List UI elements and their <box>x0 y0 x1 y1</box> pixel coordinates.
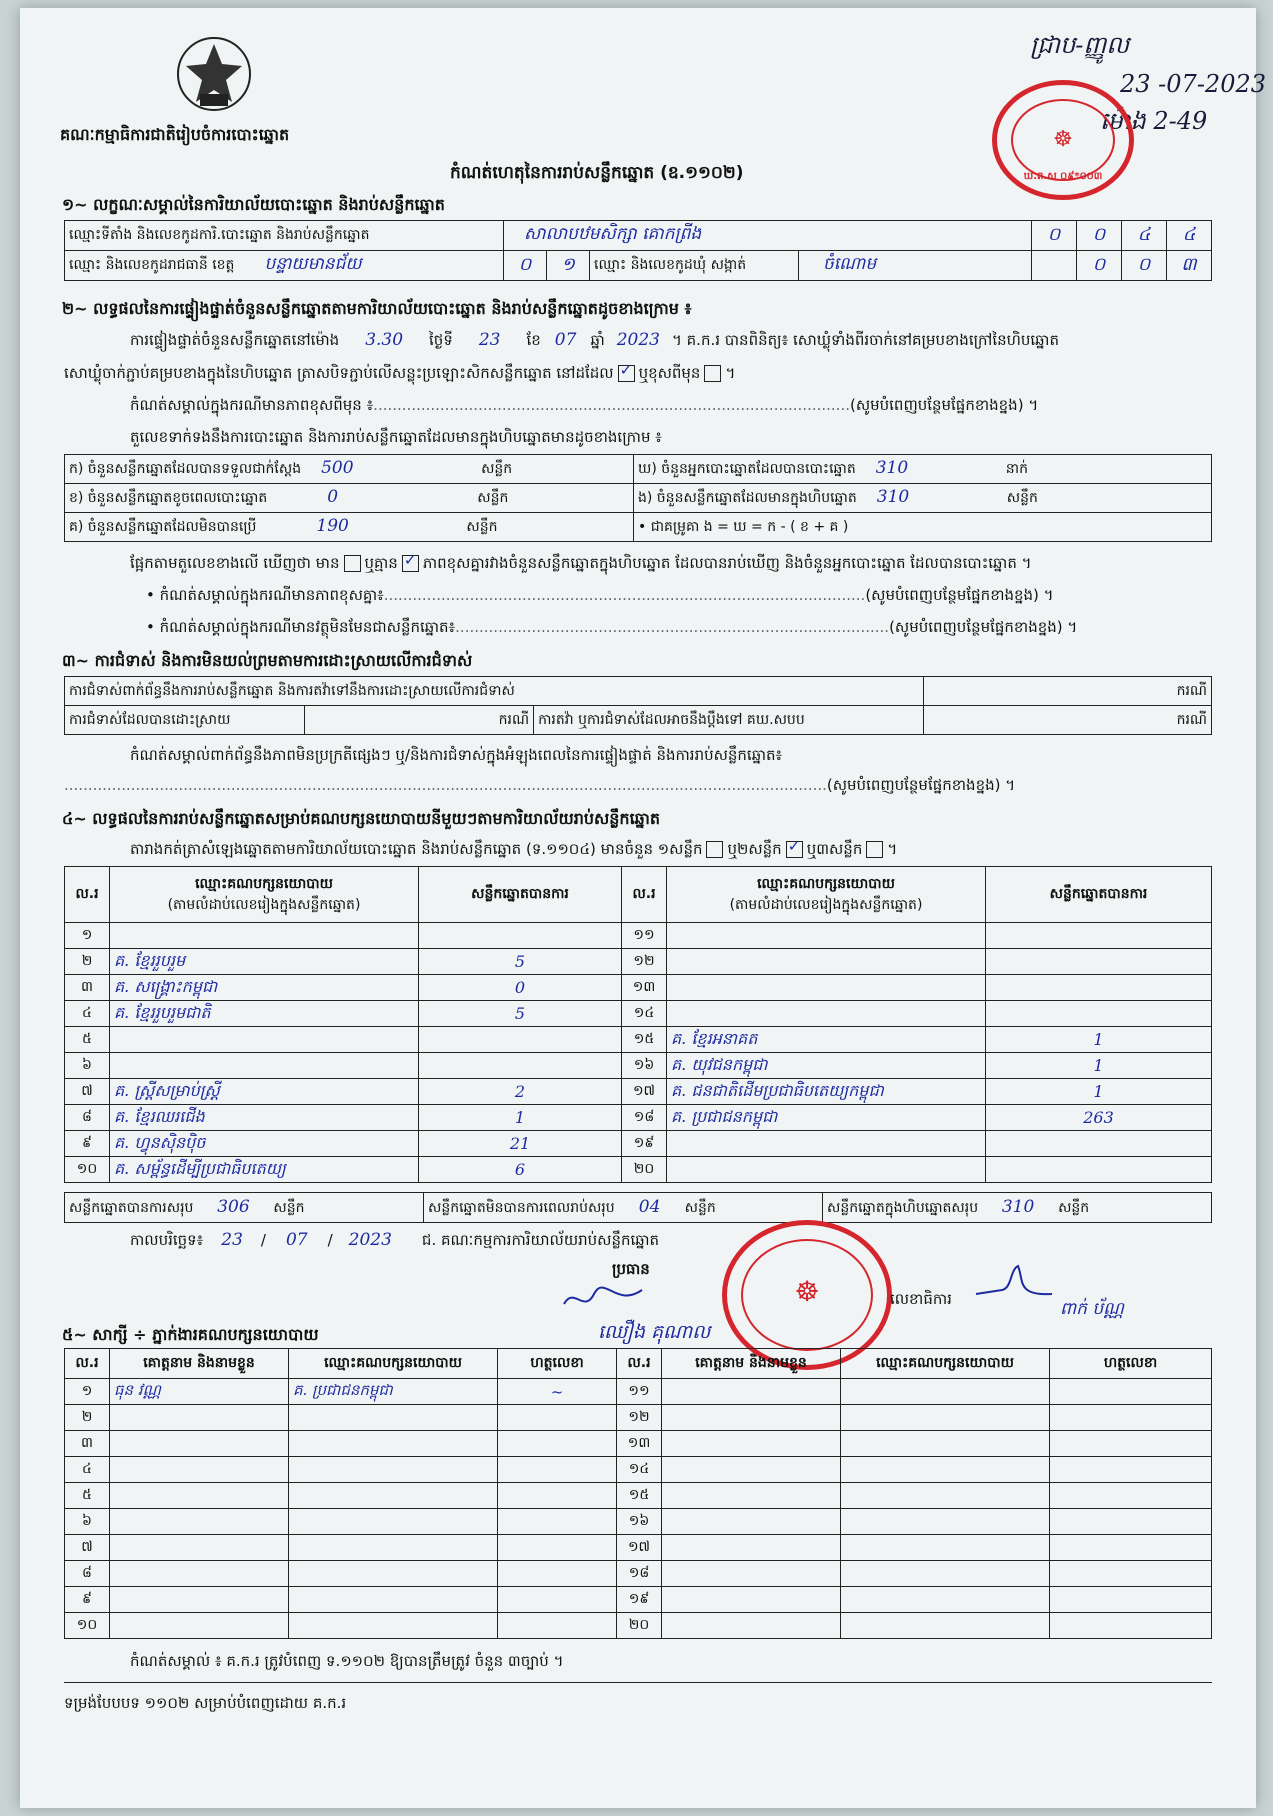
witness-row <box>65 1457 1212 1483</box>
party-votes <box>419 1053 622 1079</box>
complaints-unit: ករណី <box>924 677 1212 706</box>
location-code-3: ៤ <box>1122 221 1167 251</box>
witness-party <box>289 1535 498 1561</box>
complaints-table <box>64 676 1212 735</box>
witness-party <box>289 1431 498 1457</box>
tally-sheets-line: តារាងកត់ត្រាសំឡេងឆ្នោតតាមការិយាល័យបោះឆ្នោត និងរាប់សន្លឹកឆ្នោត (ទ.១១០៤) មានចំនួន ១សន្លឹក ឬ២សន្លឹក✓ ឬ៣សន្លឹក ។ <box>130 840 897 862</box>
witness-signature <box>498 1509 617 1535</box>
witness-party <box>289 1483 498 1509</box>
unused-ballots-cell: គ) ចំនួនសន្លឹកឆ្នោតដែលមិនបានប្រើ 190 សន្លឹក <box>65 513 634 542</box>
one-sheet-checkbox[interactable] <box>706 841 723 858</box>
party-no: ៧ <box>65 1079 110 1105</box>
witness-name <box>662 1483 841 1509</box>
witness-party <box>841 1561 1050 1587</box>
party-result-row <box>65 1157 1212 1183</box>
witness-name <box>110 1561 289 1587</box>
witness-no: ១០ <box>65 1613 110 1639</box>
witness-signature <box>1050 1379 1212 1405</box>
voters-value: 310 <box>875 458 909 478</box>
section1-heading: ១~ លក្ខណៈសម្គាល់នៃការិយាល័យបោះឆ្នោត និងរាប់សន្លឹកឆ្នោត <box>62 195 445 214</box>
witness-no: ១៣ <box>617 1431 662 1457</box>
party-votes <box>986 1001 1212 1027</box>
party-name: គ. ហ្វុនស៊ិនប៉ិច <box>110 1131 419 1157</box>
party-name <box>110 1053 419 1079</box>
col-votes-left: សន្លឹកឆ្នោតបានការ <box>419 867 622 923</box>
section1-table <box>64 220 1212 281</box>
verification-line: ការផ្ទៀងផ្ទាត់ចំនួនសន្លឹកឆ្នោតនៅម៉ោង 3.30 ថ្ងៃទី 23 ខែ 07 ឆ្នាំ 2023 ។ គ.ក.រ បានពិនិត្យ៖ សោឃ្លុំទាំងពីរចាក់នៅគម្របខាងក្រៅនៃហិបឆ្នោត <box>130 330 1059 350</box>
witness-no: ១១ <box>617 1379 662 1405</box>
party-no: ៥ <box>65 1027 110 1053</box>
total-box-cell: សន្លឹកឆ្នោតក្នុងហិបឆ្នោតសរុប 310 សន្លឹក <box>823 1193 1212 1223</box>
witness-signature <box>1050 1405 1212 1431</box>
discrepancy-line: ផ្អែកតាមតួលេខខាងលើ ឃើញថា មាន ឬគ្មាន✓ ភាពខុសគ្នារវាងចំនួនសន្លឹកឆ្នោតក្នុងហិបឆ្នោត ដែលបានរាប់ឃើញ និងចំនួនអ្នកបោះឆ្នោត ដែលបានបោះឆ្នោត ។ <box>130 554 1032 576</box>
party-no: ១៧ <box>622 1079 667 1105</box>
col-party-right: ឈ្មោះគណបក្សនយោបាយ (តាមលំដាប់លេខរៀងក្នុងសន្លឹកឆ្នោត) <box>667 867 986 923</box>
witness-name <box>662 1405 841 1431</box>
witness-name <box>110 1431 289 1457</box>
witness-col-name-right: គោត្តនាម និងនាមខ្លួន <box>662 1349 841 1379</box>
witness-no: ១៧ <box>617 1535 662 1561</box>
witness-signature <box>498 1535 617 1561</box>
date-month: 07 <box>285 1230 308 1250</box>
party-name: គ. ស្ត្រីសម្រាប់ស្ត្រី <box>110 1079 419 1105</box>
party-name: គ. យុវជនកម្ពុជា <box>667 1053 986 1079</box>
witness-col-party-left: ឈ្មោះគណបក្សនយោបាយ <box>289 1349 498 1379</box>
witness-col-no-right: ល.រ <box>617 1349 662 1379</box>
witness-signature <box>498 1483 617 1509</box>
witness-name <box>110 1535 289 1561</box>
witness-no: ៤ <box>65 1457 110 1483</box>
received-ballots-value: 500 <box>321 458 354 478</box>
commune-value: ចំណោម <box>799 251 1032 281</box>
committee-name: គណៈកម្មាធិការជាតិរៀបចំការបោះឆ្នោត <box>60 125 290 144</box>
witness-name <box>662 1379 841 1405</box>
witness-signature <box>1050 1587 1212 1613</box>
witness-name <box>110 1613 289 1639</box>
total-valid-value: 306 <box>217 1196 250 1217</box>
witness-no: ៧ <box>65 1535 110 1561</box>
witness-signature: ~ <box>498 1379 617 1405</box>
location-code-2: ០ <box>1077 221 1122 251</box>
party-name: គ. ប្រជាជនកម្ពុជា <box>667 1105 986 1131</box>
witness-row <box>65 1483 1212 1509</box>
discrepancy-note: • កំណត់សម្គាល់ក្នុងករណីមានភាពខុសគ្នា៖.....................................................................................................(សូមបំពេញបន្ថែមផ្នែកខាងខ្នង) ។ <box>146 586 1054 604</box>
witness-party <box>289 1405 498 1431</box>
witness-no: ១ <box>65 1379 110 1405</box>
witness-no: ១៨ <box>617 1561 662 1587</box>
party-no: ៤ <box>65 1001 110 1027</box>
witness-signature <box>498 1457 617 1483</box>
witness-name <box>662 1613 841 1639</box>
party-no: ១៦ <box>622 1053 667 1079</box>
party-name: គ. ខ្មែរអនាគត <box>667 1027 986 1053</box>
verification-year: 2023 <box>616 330 660 350</box>
witness-row <box>65 1561 1212 1587</box>
section3-heading: ៣~ ការជំទាស់ និងការមិនយល់ព្រមតាមការដោះស្រាយលើការជំទាស់ <box>62 651 473 670</box>
location-value: សាលាបឋមសិក្សា គោកព្រីង <box>504 221 1032 251</box>
witness-signature <box>498 1561 617 1587</box>
witness-party <box>289 1457 498 1483</box>
form-version: ទម្រង់បែបបទ ១១០២ សម្រាប់បំពេញដោយ គ.ក.រ <box>64 1694 347 1712</box>
totals-table <box>64 1192 1212 1223</box>
party-no: ១ <box>65 923 110 949</box>
witness-name <box>662 1535 841 1561</box>
secretary-name: ពាក់ ប័ណ្ណ <box>1060 1299 1124 1319</box>
party-votes: 2 <box>419 1079 622 1105</box>
witness-col-sign-left: ហត្ថលេខា <box>498 1349 617 1379</box>
party-votes: 1 <box>419 1105 622 1131</box>
voters-cell: ឃ) ចំនួនអ្នកបោះឆ្នោតដែលបានបោះឆ្នោត 310 នាក់ <box>634 455 1212 484</box>
location-code-1: ០ <box>1032 221 1077 251</box>
party-no: ១៩ <box>622 1131 667 1157</box>
official-stamp-top: ☸ ឃ.ព.ស ០៩*០០៣ <box>992 80 1134 200</box>
witness-no: ៣ <box>65 1431 110 1457</box>
party-name <box>667 1157 986 1183</box>
form-sheet <box>20 8 1267 1808</box>
witness-signature <box>1050 1535 1212 1561</box>
party-votes <box>986 923 1212 949</box>
witness-row <box>65 1405 1212 1431</box>
witness-no: ២ <box>65 1405 110 1431</box>
witness-row <box>65 1431 1212 1457</box>
total-valid-cell: សន្លឹកឆ្នោតបានការសរុប 306 សន្លឹក <box>65 1193 424 1223</box>
party-votes <box>986 1157 1212 1183</box>
witness-name <box>662 1561 841 1587</box>
party-result-row <box>65 1131 1212 1157</box>
province-cell <box>65 251 504 281</box>
witness-signature <box>498 1405 617 1431</box>
handwritten-note-top: ជ្រាប-ញ្ញូល <box>1030 31 1130 59</box>
party-result-row <box>65 1053 1212 1079</box>
witness-row <box>65 1587 1212 1613</box>
irregularity-note: កំណត់សម្គាល់ពាក់ព័ន្ធនឹងភាពមិនប្រក្រតីផ្សេងៗ ឬ/និងការជំទាស់ក្នុងអំឡុងពេលនៃការផ្ទៀងផ្ទាត់ និងការរាប់សន្លឹកឆ្នោត៖ <box>130 746 783 764</box>
party-no: ១២ <box>622 949 667 975</box>
party-votes <box>419 1027 622 1053</box>
party-no: ៨ <box>65 1105 110 1131</box>
party-name <box>667 923 986 949</box>
section4-heading: ៤~ លទ្ធផលនៃការរាប់សន្លឹកឆ្នោតសម្រាប់គណបក្សនយោបាយនីមួយៗតាមការិយាល័យរាប់សន្លឹកឆ្នោត <box>62 809 661 828</box>
spoiled-ballots-value: 0 <box>327 487 339 507</box>
witness-signature <box>1050 1431 1212 1457</box>
party-result-row <box>65 975 1212 1001</box>
witness-party <box>841 1613 1050 1639</box>
verification-day: 23 <box>478 330 501 350</box>
party-name: គ. សម្ព័ន្ធដើម្បីប្រជាធិបតេយ្យ <box>110 1157 419 1183</box>
party-no: ២០ <box>622 1157 667 1183</box>
witness-party: គ. ប្រជាជនកម្ពុជា <box>289 1379 498 1405</box>
witness-col-sign-right: ហត្ថលេខា <box>1050 1349 1212 1379</box>
location-label: ឈ្មោះទីតាំង និងលេខកូដការិ.បោះឆ្នោត និងរាប់សន្លឹកឆ្នោត <box>65 221 504 251</box>
witness-party <box>289 1561 498 1587</box>
commune-code-2: ០ <box>1122 251 1167 281</box>
commune-code-3: ៣ <box>1167 251 1212 281</box>
total-box-value: 310 <box>1001 1196 1035 1217</box>
witness-signature <box>1050 1509 1212 1535</box>
witness-no: ២០ <box>617 1613 662 1639</box>
non-ballot-note: • កំណត់សម្គាល់ក្នុងករណីមានវត្ថុមិនមែនជាសន្លឹកឆ្នោត៖...........................................................................................(សូមបំពេញបន្ថែមផ្នែកខាងខ្នង) ។ <box>146 618 1078 636</box>
party-votes: 6 <box>419 1157 622 1183</box>
party-no: ១៥ <box>622 1027 667 1053</box>
party-name <box>110 1027 419 1053</box>
witness-col-party-right: ឈ្មោះគណបក្សនយោបាយ <box>841 1349 1050 1379</box>
col-party-left: ឈ្មោះគណបក្សនយោបាយ (តាមលំដាប់លេខរៀងក្នុងសន្លឹកឆ្នោត) <box>110 867 419 923</box>
witness-no: ១៩ <box>617 1587 662 1613</box>
party-no: ១០ <box>65 1157 110 1183</box>
party-results-table <box>64 866 1212 1183</box>
party-name <box>110 923 419 949</box>
witness-signature <box>498 1587 617 1613</box>
resolved-label: ការជំទាស់ដែលបានដោះស្រាយ <box>65 706 305 735</box>
witness-no: ៦ <box>65 1509 110 1535</box>
witness-party <box>289 1613 498 1639</box>
witness-signature <box>498 1431 617 1457</box>
party-no: ៩ <box>65 1131 110 1157</box>
complaints-label: ការជំទាស់ពាក់ព័ន្ធនឹងការរាប់សន្លឹកឆ្នោត និងការតវ៉ាទៅនឹងការដោះស្រាយលើការជំទាស់ <box>65 677 924 706</box>
box-ballots-cell: ង) ចំនួនសន្លឹកឆ្នោតដែលមានក្នុងហិបឆ្នោត 310 សន្លឹក <box>634 484 1212 513</box>
party-result-row <box>65 949 1212 975</box>
commune-code-blank <box>1032 251 1077 281</box>
party-votes: 263 <box>986 1105 1212 1131</box>
witness-signature <box>1050 1613 1212 1639</box>
office-stamp: ☸ <box>722 1220 892 1370</box>
party-votes: 1 <box>986 1027 1212 1053</box>
witness-name <box>110 1405 289 1431</box>
spoiled-ballots-cell: ខ) ចំនួនសន្លឹកឆ្នោតខូចពេលបោះឆ្នោត 0 សន្លឹក <box>65 484 634 513</box>
witness-name <box>110 1509 289 1535</box>
party-result-row <box>65 923 1212 949</box>
witness-row <box>65 1379 1212 1405</box>
witness-no: ១៤ <box>617 1457 662 1483</box>
witness-no: ១៦ <box>617 1509 662 1535</box>
witness-party <box>841 1379 1050 1405</box>
party-votes: 0 <box>419 975 622 1001</box>
col-votes-right: សន្លឹកឆ្នោតបានការ <box>986 867 1212 923</box>
appeal-label: ការតវ៉ា ឬការជំទាស់ដែលអាចនឹងប្ដឹងទៅ គឃ.សបប <box>534 706 924 735</box>
party-votes: 5 <box>419 949 622 975</box>
witness-no: ៨ <box>65 1561 110 1587</box>
same-checkbox[interactable] <box>618 365 635 382</box>
footer-divider <box>64 1682 1212 1683</box>
figures-intro: តួលេខទាក់ទងនឹងការបោះឆ្នោត និងការរាប់សន្លឹកឆ្នោតដែលមានក្នុងហិបឆ្នោតមានដូចខាងក្រោម ៖ <box>130 428 662 446</box>
party-votes <box>986 1131 1212 1157</box>
province-code-2: ១ <box>547 251 590 281</box>
has-discrepancy-checkbox[interactable] <box>344 555 361 572</box>
handwritten-date-top: 23 -07-2023 <box>1120 70 1267 98</box>
unused-ballots-value: 190 <box>316 516 349 536</box>
date-year: 2023 <box>348 1230 392 1250</box>
witness-party <box>841 1509 1050 1535</box>
no-discrepancy-checkbox[interactable] <box>402 555 419 572</box>
party-result-row <box>65 1079 1212 1105</box>
witness-no: ៥ <box>65 1483 110 1509</box>
party-name: គ. ខ្មែររួបរួមជាតិ <box>110 1001 419 1027</box>
province-value: បន្ទាយមានជ័យ <box>264 254 362 274</box>
three-sheets-checkbox[interactable] <box>866 841 883 858</box>
commune-label: ឈ្មោះ និងលេខកូដឃុំ សង្កាត់ <box>590 251 799 281</box>
witness-party <box>841 1431 1050 1457</box>
verification-month: 07 <box>554 330 577 350</box>
date-day: 23 <box>221 1230 243 1250</box>
party-name: គ. សង្គ្រោះកម្ពុជា <box>110 975 419 1001</box>
party-name: គ. ជនជាតិដើមប្រជាធិបតេយ្យកម្ពុជា <box>667 1079 986 1105</box>
section2-heading: ២~ លទ្ធផលនៃការផ្ទៀងផ្ទាត់ចំនួនសន្លឹកឆ្នោតតាមការិយាល័យបោះឆ្នោត និងរាប់សន្លឹកឆ្នោតដូចខាងក្រោម ៖ <box>62 299 692 318</box>
nec-emblem-icon <box>170 34 258 116</box>
party-no: ១៨ <box>622 1105 667 1131</box>
party-no: ១៤ <box>622 1001 667 1027</box>
received-ballots-cell: ក) ចំនួនសន្លឹកឆ្នោតដែលបានទទួលជាក់ស្តែង 500 សន្លឹក <box>65 455 634 484</box>
witness-party <box>289 1509 498 1535</box>
two-sheets-checkbox[interactable] <box>786 841 803 858</box>
party-name <box>667 949 986 975</box>
witness-name <box>662 1457 841 1483</box>
formula-cell: • ជាគម្រូគា ង = ឃ = ក - ( ខ + គ ) <box>634 513 1212 542</box>
verification-time: 3.30 <box>365 330 404 350</box>
col-no-right: ល.រ <box>622 867 667 923</box>
col-no-left: ល.រ <box>65 867 110 923</box>
party-no: ៦ <box>65 1053 110 1079</box>
seal-line: សោឃ្លុំចាក់ភ្ជាប់គម្របខាងក្នុងនៃហិបឆ្នោត ត្រាសបិទភ្ជាប់លើសន្លុះប្រឡោះសិកសន្លឹកឆ្នោត នៅដដែល✓ ឬខុសពីមុន ។ <box>64 364 735 386</box>
witness-row <box>65 1613 1212 1639</box>
party-name <box>667 975 986 1001</box>
witness-signature <box>498 1613 617 1639</box>
chair-name: ឈឿង គុណាល <box>598 1321 711 1343</box>
witness-name <box>110 1587 289 1613</box>
party-votes <box>986 975 1212 1001</box>
party-votes <box>986 949 1212 975</box>
resolved-unit: ករណី <box>304 706 534 735</box>
witness-party <box>841 1535 1050 1561</box>
witness-signature <box>1050 1561 1212 1587</box>
party-no: ២ <box>65 949 110 975</box>
witness-row <box>65 1535 1212 1561</box>
irregularity-note-line: ................................................................................................................................................................(សូមបំពេញបន្ថែមផ្នែកខាងខ្នង) ។ <box>64 776 1016 794</box>
party-votes: 1 <box>986 1079 1212 1105</box>
witness-name <box>662 1431 841 1457</box>
witness-party <box>841 1405 1050 1431</box>
secretary-label: លេខាធិការ <box>890 1290 952 1308</box>
witness-party <box>841 1587 1050 1613</box>
party-votes: 5 <box>419 1001 622 1027</box>
witness-no: ១២ <box>617 1405 662 1431</box>
chair-signature-icon <box>558 1280 648 1320</box>
box-ballots-value: 310 <box>876 487 910 507</box>
party-result-row <box>65 1001 1212 1027</box>
witness-party <box>289 1587 498 1613</box>
witness-col-no-left: ល.រ <box>65 1349 110 1379</box>
total-invalid-cell: សន្លឹកឆ្នោតមិនបានការពេលរាប់សរុប 04 សន្លឹក <box>424 1193 823 1223</box>
party-votes: 21 <box>419 1131 622 1157</box>
form-title: កំណត់ហេតុនៃការរាប់សន្លឹកឆ្នោត (ឧ.១១០២) <box>450 163 744 183</box>
witness-name <box>662 1509 841 1535</box>
ballot-figures-table <box>64 454 1212 542</box>
witness-no: ៩ <box>65 1587 110 1613</box>
office-label: ជ. គណៈកម្មការការិយាល័យរាប់សន្លឹកឆ្នោត <box>421 1231 660 1249</box>
witness-party <box>841 1457 1050 1483</box>
witness-signature <box>1050 1457 1212 1483</box>
difference-note-line: កំណត់សម្គាល់ក្នុងករណីមានភាពខុសពីមុន ៖....................................................................................................(សូមបំពេញបន្ថែមផ្នែកខាងខ្នង) ។ <box>130 396 1039 414</box>
witness-row <box>65 1509 1212 1535</box>
party-name <box>667 1131 986 1157</box>
party-votes: 1 <box>986 1053 1212 1079</box>
witness-party <box>841 1483 1050 1509</box>
party-no: ១១ <box>622 923 667 949</box>
party-name: គ. ខ្មែររួបរួម <box>110 949 419 975</box>
witness-name: ធុន វណ្ណ <box>110 1379 289 1405</box>
party-result-row <box>65 1027 1212 1053</box>
witness-name <box>110 1457 289 1483</box>
party-votes <box>419 923 622 949</box>
total-invalid-value: 04 <box>638 1196 661 1217</box>
date-line: កាលបរិច្ឆេទ៖ 23 / 07 / 2023 ជ. គណៈកម្មការការិយាល័យរាប់សន្លឹកឆ្នោត <box>130 1230 660 1250</box>
appeal-unit: ករណី <box>924 706 1212 735</box>
witness-signature <box>1050 1483 1212 1509</box>
province-code-1: ០ <box>504 251 547 281</box>
location-code-4: ៤ <box>1167 221 1212 251</box>
witness-no: ១៥ <box>617 1483 662 1509</box>
footnote: កំណត់សម្គាល់ ៖ គ.ក.រ ត្រូវបំពេញ ទ.១១០២ ឱ្យបានត្រឹមត្រូវ ចំនួន ៣ច្បាប់ ។ <box>130 1652 564 1670</box>
commune-code-1: ០ <box>1077 251 1122 281</box>
secretary-signature-icon <box>972 1260 1062 1308</box>
witness-table <box>64 1348 1212 1639</box>
section5-heading: ៥~ សាក្សី ÷ ភ្នាក់ងារគណបក្សនយោបាយ <box>62 1325 319 1344</box>
party-no: ៣ <box>65 975 110 1001</box>
party-result-row <box>65 1105 1212 1131</box>
chair-label: ប្រធាន <box>612 1260 650 1278</box>
witness-name <box>110 1483 289 1509</box>
party-name: គ. ខ្មែរឈរជើង <box>110 1105 419 1131</box>
party-no: ១៣ <box>622 975 667 1001</box>
province-label: ឈ្មោះ និងលេខកូដរាជធានី ខេត្ត <box>69 257 235 273</box>
witness-name <box>662 1587 841 1613</box>
handwritten-time-top: ម៉ោង 2-49 <box>1100 107 1208 135</box>
different-checkbox[interactable] <box>704 365 721 382</box>
party-name <box>667 1001 986 1027</box>
witness-col-name-left: គោត្តនាម និងនាមខ្លួន <box>110 1349 289 1379</box>
